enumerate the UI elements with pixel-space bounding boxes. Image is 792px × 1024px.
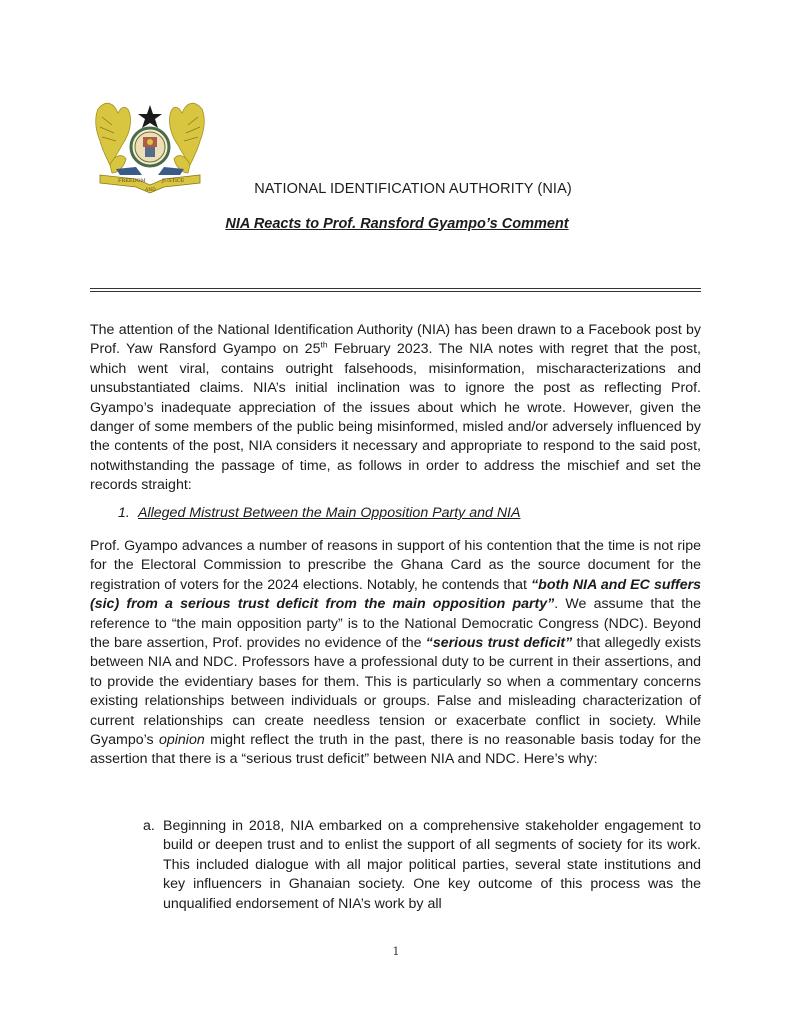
page-number: 1 (392, 945, 400, 958)
section-1-heading (118, 505, 520, 521)
intro-text-part1: The attention of the National Identification Authority (NIA) has been drawn to a Facebook post by Prof. Yaw Ransford Gyampo on 25 (90, 322, 701, 358)
quote-serious-trust-deficit: “serious trust deficit” (425, 635, 573, 652)
section-number: 1. (118, 505, 130, 521)
quote-trust-deficit-claim: “both NIA and EC suffers (sic) from a serious trust deficit from the main opposition party” (90, 576, 701, 613)
list-item-text: Beginning in 2018, NIA embarked on a comprehensive stakeholder engagement to build or deepen trust and to enlist the support of all segments of society for its work. This included dialogue with all major political parties, several state institutions and key influencers in Ghanaian society. One key outcome of this process was the unqualified endorsement of NIA’s work by all (163, 818, 701, 912)
section-heading-text: Alleged Mistrust Between the Main Opposition Party and NIA (138, 505, 521, 521)
emphasis-opinion: opinion (158, 732, 205, 749)
paragraph-text: Prof. Gyampo advances a number of reasons in support of his contention that the time is not ripe for the Electoral Commission to prescribe the Ghana Card as the source document for the registration of voters for the 2024 elections. Notably, he contends that (90, 538, 701, 593)
document-title: NIA Reacts to Prof. Ransford Gyampo’s Comment (225, 216, 569, 232)
intro-paragraph (90, 321, 701, 496)
paragraph-text: . We assume that the reference to “the main opposition party” is to the National Democratic Congress (NDC). Beyond the bare assertion, Prof. provides no evidence of the (90, 596, 701, 652)
paragraph-text: that allegedly exists between NIA and NDC. Professors have a professional duty to be current in their assertions, and to provide the evidentiary bases for them. This is particularly so when a commentary concerns existing relationships between individuals or groups. False and misleading characterization of current relationships can create needless tension or exacerbate conflict in society. While Gyampo’s (90, 635, 701, 749)
list-marker: a. (143, 818, 155, 834)
paragraph-text: might reflect the truth in the past, there is no reasonable basis today for the assertion that there is a “serious trust deficit” between NIA and NDC. Here’s why: (90, 732, 701, 768)
ghana-coat-of-arms-icon (92, 95, 208, 195)
header-divider (90, 288, 701, 292)
emblem-motto-right: JUSTICE (162, 178, 185, 184)
section-1-paragraph (90, 537, 701, 770)
date-ordinal-suffix: th (320, 339, 328, 350)
emblem-motto-center: AND (145, 188, 156, 193)
list-item (143, 817, 701, 914)
emblem-motto-left: FREEDOM (118, 178, 146, 184)
intro-text-part2: February 2023. The NIA notes with regret that the post, which went viral, contains outright falsehoods, misinformation, mischaracterizations and unsubstantiated claims. NIA’s initial inclination was to ignore the post as reflecting Prof. Gyampo’s inadequate appreciation of the issues about which he wrote. However, given the danger of some members of the public being misinformed, misled and/or adversely influenced by the contents of the post, NIA considers it necessary and appropriate to respond to the said post, notwithstanding the passage of time, as follows in order to address the mischief and set the records straight: (90, 341, 701, 494)
organization-name: NATIONAL IDENTIFICATION AUTHORITY (NIA) (254, 181, 572, 197)
